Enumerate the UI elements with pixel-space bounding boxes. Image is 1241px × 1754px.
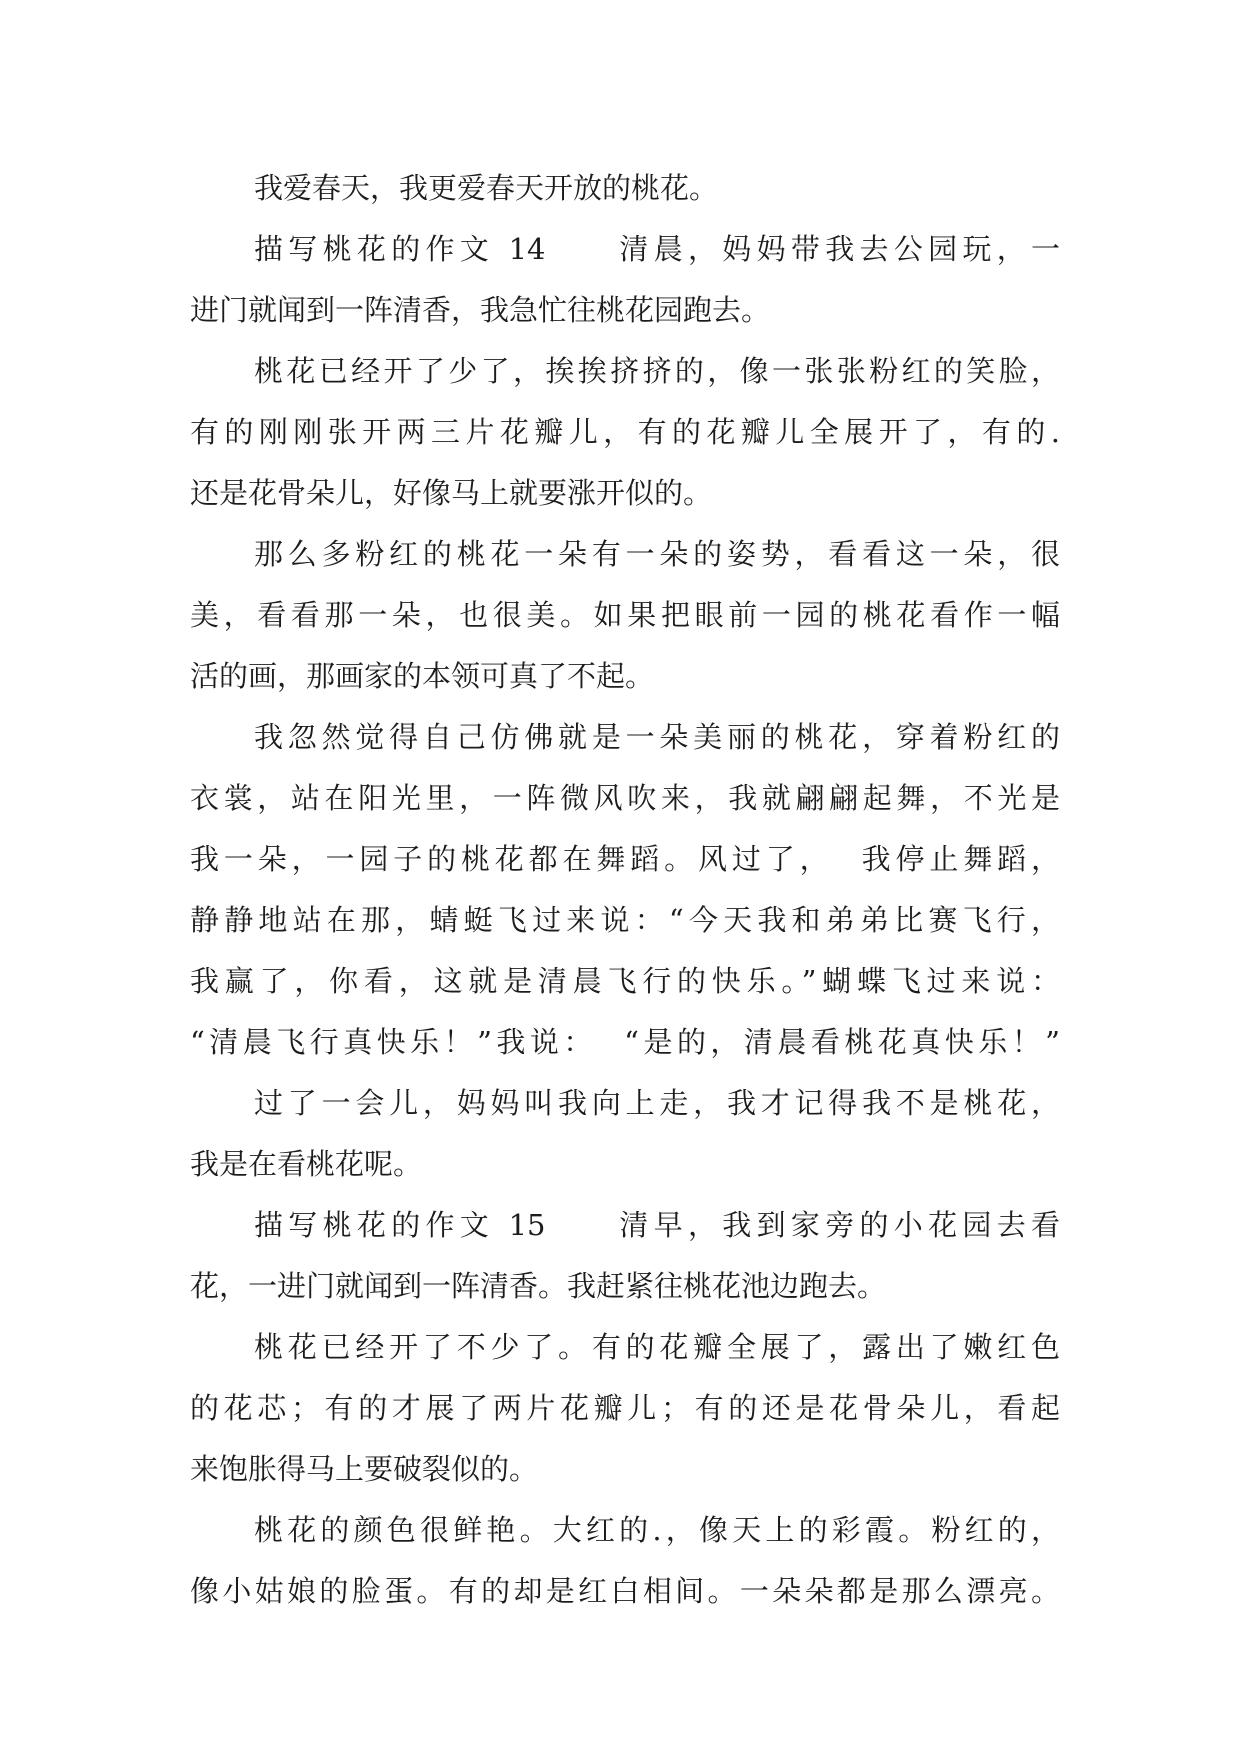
text-line: 桃花已经开了少了，挨挨挤挤的，像一张张粉红的笑脸， bbox=[254, 354, 1060, 388]
text-line: 我爱春天，我更爱春天开放的桃花。 bbox=[254, 171, 719, 205]
text-line: 来饱胀得马上要破裂似的。 bbox=[190, 1452, 539, 1486]
text-line: 衣裳，站在阳光里，一阵微风吹来，我就翩翩起舞，不光是 bbox=[190, 781, 1060, 815]
text-line: “清晨飞行真快乐！”我说： “是的，清晨看桃花真快乐！” bbox=[190, 1025, 1060, 1059]
document-body bbox=[190, 158, 1060, 1622]
text-line: 桃花已经开了不少了。有的花瓣全展了，露出了嫩红色 bbox=[254, 1330, 1060, 1364]
text-line: 描写桃花的作文 15 清早，我到家旁的小花园去看 bbox=[254, 1208, 1060, 1242]
text-line: 我一朵，一园子的桃花都在舞蹈。风过了， 我停止舞蹈， bbox=[190, 842, 1060, 876]
text-line: 那么多粉红的桃花一朵有一朵的姿势，看看这一朵，很 bbox=[254, 537, 1060, 571]
text-line: 像小姑娘的脸蛋。有的却是红白相间。一朵朵都是那么漂亮。 bbox=[190, 1574, 1060, 1608]
text-line: 有的刚刚张开两三片花瓣儿，有的花瓣儿全展开了，有的. bbox=[190, 415, 1060, 449]
text-line: 的花芯；有的才展了两片花瓣儿；有的还是花骨朵儿，看起 bbox=[190, 1391, 1060, 1425]
text-line: 美，看看那一朵，也很美。如果把眼前一园的桃花看作一幅 bbox=[190, 598, 1060, 632]
text-line: 还是花骨朵儿，好像马上就要涨开似的。 bbox=[190, 476, 713, 510]
text-line: 进门就闻到一阵清香，我急忙往桃花园跑去。 bbox=[190, 293, 771, 327]
text-line: 描写桃花的作文 14 清晨，妈妈带我去公园玩，一 bbox=[254, 232, 1060, 266]
text-line: 我赢了，你看，这就是清晨飞行的快乐。”蝴蝶飞过来说： bbox=[190, 964, 1060, 998]
text-line: 我忽然觉得自己仿佛就是一朵美丽的桃花，穿着粉红的 bbox=[254, 720, 1060, 754]
text-line: 静静地站在那，蜻蜓飞过来说：“今天我和弟弟比赛飞行， bbox=[190, 903, 1060, 937]
text-line: 过了一会儿，妈妈叫我向上走，我才记得我不是桃花， bbox=[254, 1086, 1060, 1120]
text-line: 活的画，那画家的本领可真了不起。 bbox=[190, 659, 655, 693]
text-line: 我是在看桃花呢。 bbox=[190, 1147, 423, 1181]
text-line: 花，一进门就闻到一阵清香。我赶紧往桃花池边跑去。 bbox=[190, 1269, 887, 1303]
text-line: 桃花的颜色很鲜艳。大红的.，像天上的彩霞。粉红的， bbox=[254, 1513, 1060, 1547]
